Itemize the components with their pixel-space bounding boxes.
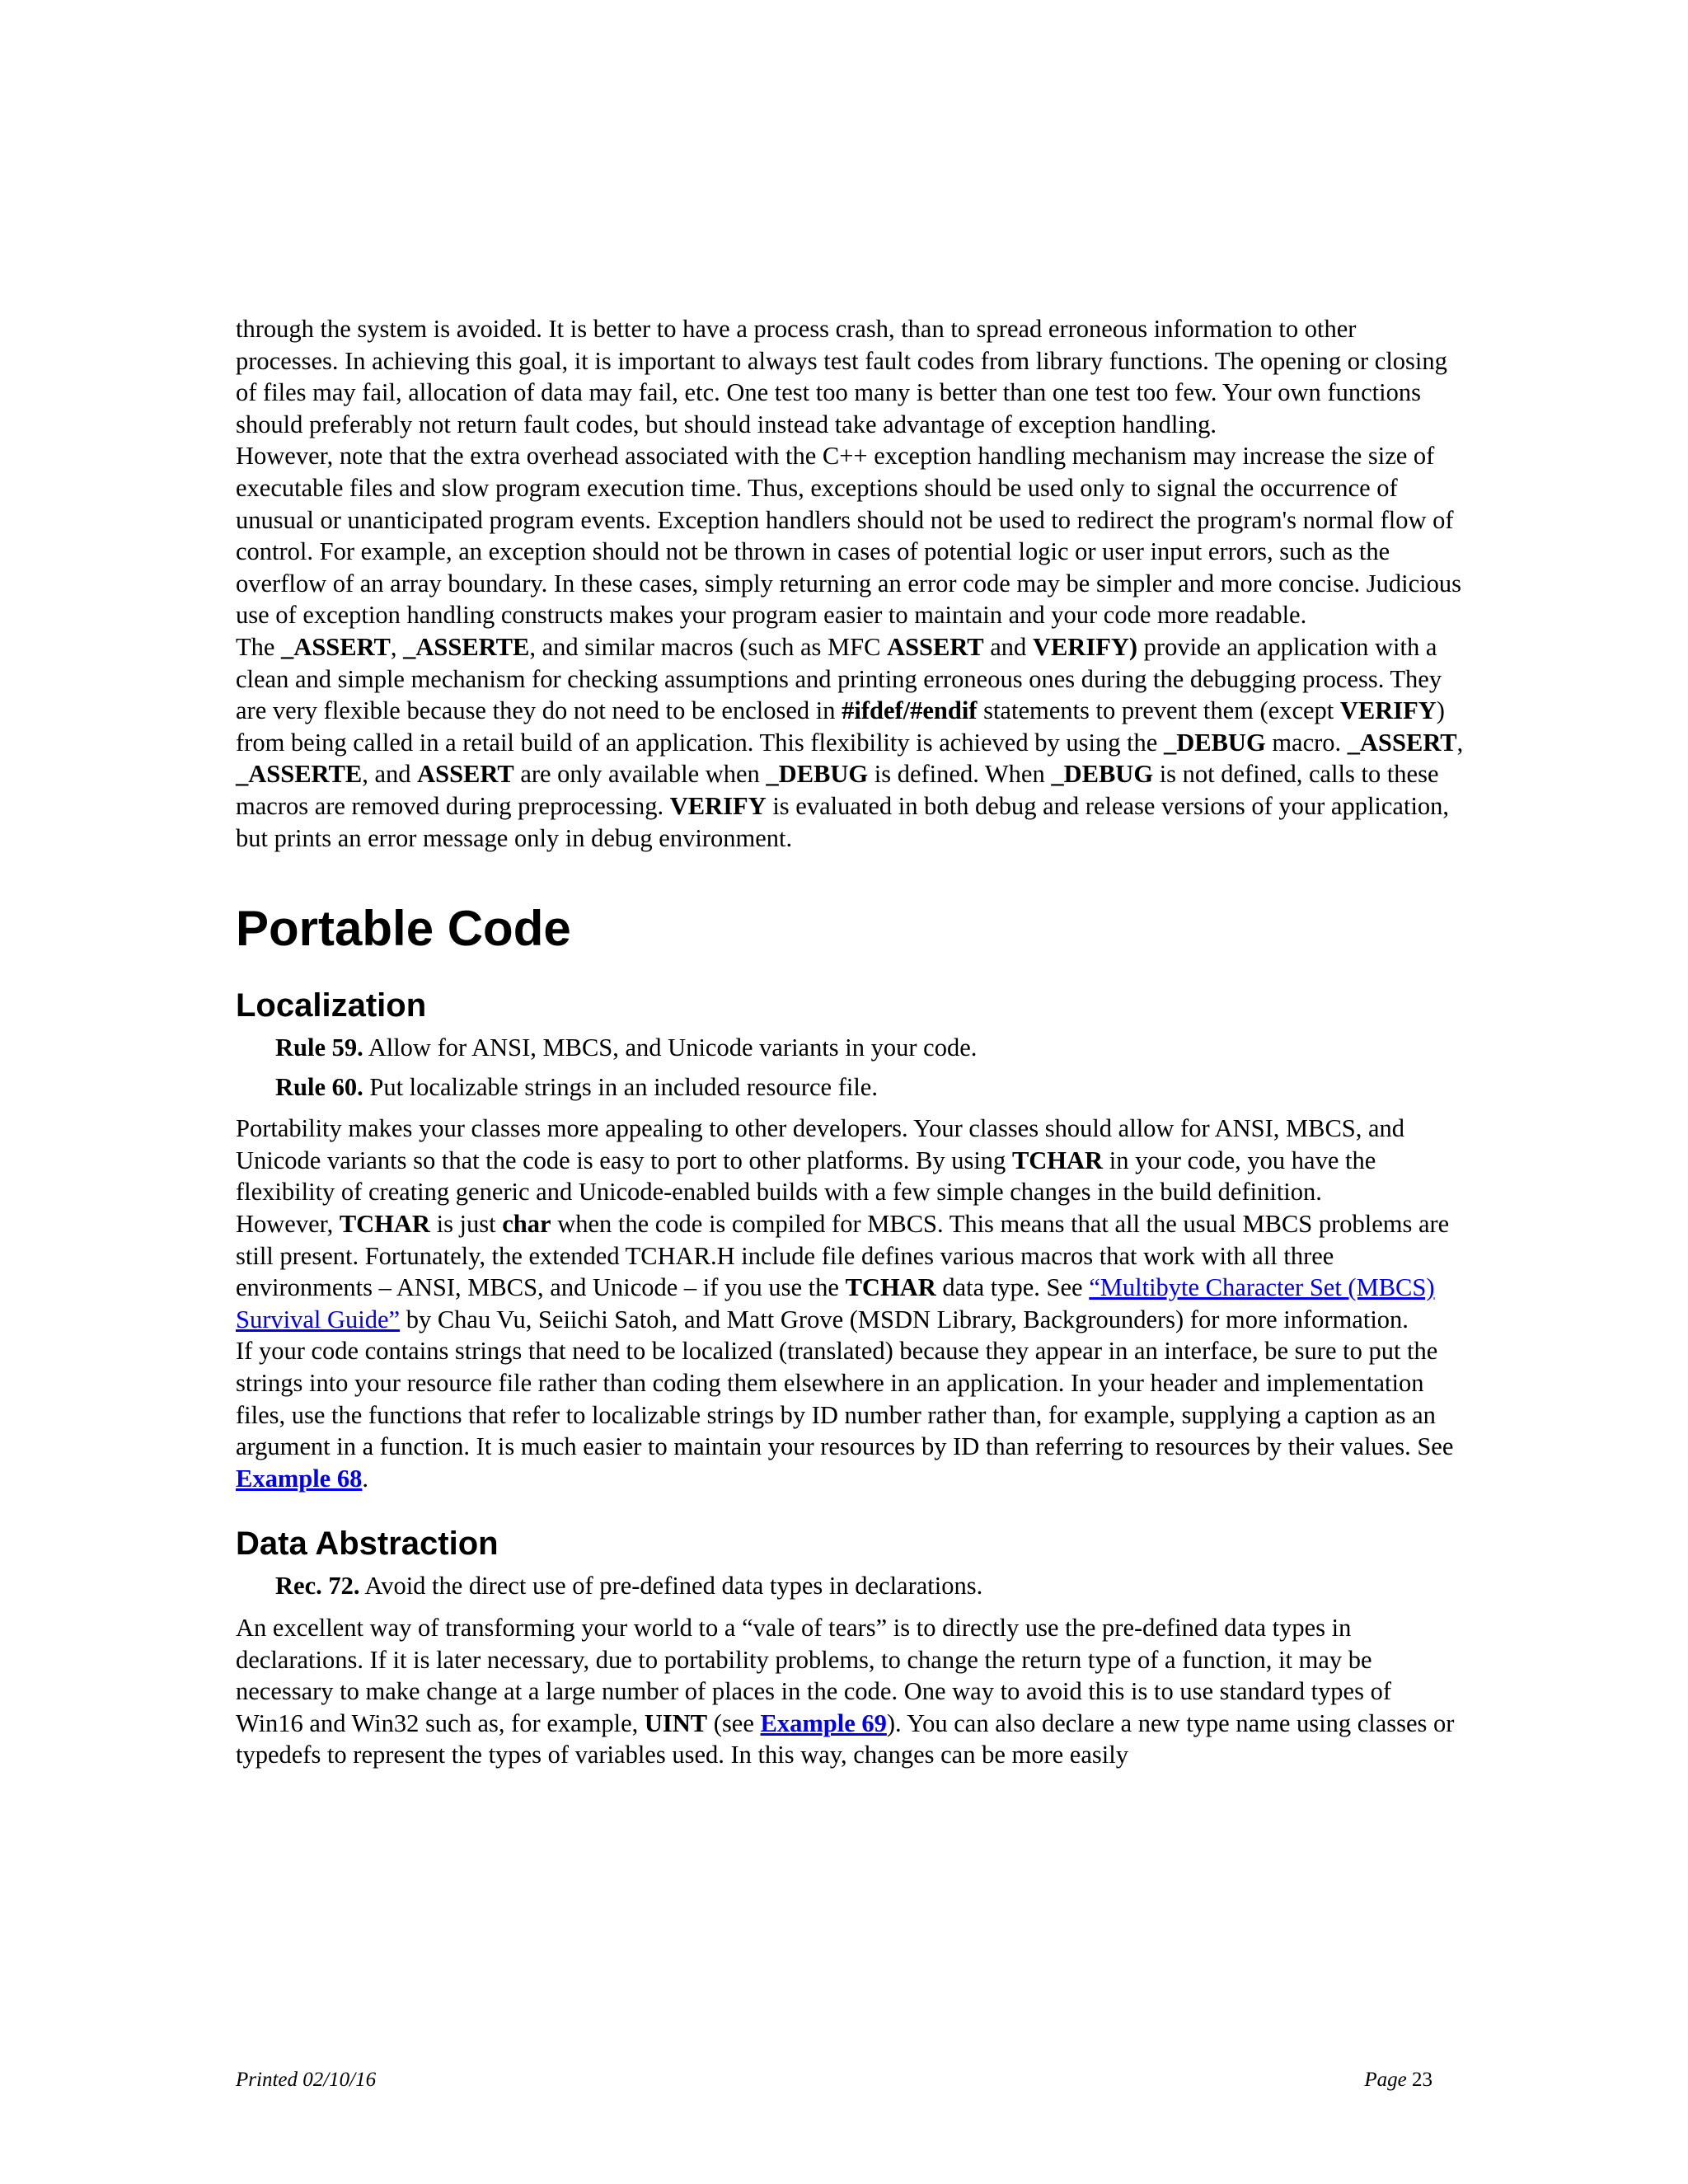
paragraph-localized-strings xyxy=(236,1335,1464,1494)
keyword-verify: VERIFY xyxy=(1339,696,1437,725)
page-footer xyxy=(236,2069,1464,2095)
rule-60 xyxy=(275,1071,1464,1104)
keyword-asserte: _ASSERTE xyxy=(403,632,530,661)
text-run: ) from being called in a retail build of an application. This flexibility is achieved by using the xyxy=(236,696,1445,757)
text-run: , xyxy=(1456,728,1464,757)
text-run: in your code, you have the flexibility of creating generic and Unicode-enabled builds with a few simple changes in the build definition. xyxy=(236,1146,1376,1207)
page-number-block xyxy=(1364,2069,1432,2092)
link-example-68[interactable]: Example 68 xyxy=(236,1464,363,1493)
rule-label: Rule 59. xyxy=(275,1033,363,1062)
paragraph-tchar-mbcs xyxy=(236,1208,1464,1335)
text-run: are only available when xyxy=(513,760,767,789)
paragraph-exception-overhead: However, note that the extra overhead associated with the C++ exception handling mechanism may increase the size of executable files and slow program execution time. Thus, exceptions should be used only to signal the occurrence of unusual or unanticipated program events. Exception handlers should not be used to redirect the program's normal flow of control. For example, an exception should not be thrown in cases of potential logic or user input errors, such as the overflow of an array boundary. In these cases, simply returning an error code may be simpler and more concise. Judicious use of exception handling constructs makes your program easier to maintain and your code more readable. xyxy=(236,442,1461,630)
text-run: , and similar macros (such as MFC xyxy=(529,632,888,661)
text-run: is defined. When xyxy=(868,760,1052,789)
keyword-char: char xyxy=(502,1210,551,1239)
rule-text: Put localizable strings in an included resource file. xyxy=(363,1072,878,1101)
paragraph-assert-macros xyxy=(236,631,1464,854)
rule-text: Allow for ANSI, MBCS, and Unicode variants in your code. xyxy=(363,1033,978,1062)
text-run: (see xyxy=(707,1708,761,1737)
keyword-assert: _ASSERT xyxy=(1347,728,1457,757)
heading-portable-code: Portable Code xyxy=(236,901,571,957)
rule-label: Rule 60. xyxy=(275,1072,363,1101)
keyword-ifdef-endif: #ifdef/#endif xyxy=(842,696,978,725)
page-number: 23 xyxy=(1412,2069,1432,2091)
text-run: , xyxy=(390,632,404,661)
rule-label: Rec. 72. xyxy=(275,1572,360,1601)
keyword-uint: UINT xyxy=(644,1708,708,1737)
text-run: Portability makes your classes more appealing to other developers. Your classes should allow for ANSI, MBCS, and Unicode variants so that the code is easy to port to other platforms. By using xyxy=(236,1114,1405,1174)
text-run: The xyxy=(236,632,282,661)
keyword-debug: _DEBUG xyxy=(1163,728,1266,757)
text-run: statements to prevent them (except xyxy=(977,696,1340,725)
printed-date: Printed 02/10/16 xyxy=(236,2069,377,2091)
text-run: is not defined, calls to these macros are removed during preprocessing. xyxy=(236,760,1439,820)
keyword-verify: VERIFY xyxy=(669,791,767,820)
rule-59 xyxy=(275,1032,1464,1064)
keyword-tchar: TCHAR xyxy=(845,1273,936,1302)
keyword-debug: _DEBUG xyxy=(1051,760,1154,789)
text-run: when the code is compiled for MBCS. This means that all the usual MBCS problems are still present. Fortunately, the extended TCHAR.H include file defines various macros that work with all three environments – ANSI, MBCS, and Unicode – if you use the xyxy=(236,1210,1450,1302)
text-run: However, xyxy=(236,1210,340,1239)
text-run: is just xyxy=(429,1210,503,1239)
text-run: ). You can also declare a new type name using classes or typedefs to represent the types of variables used. In this way, changes can be more easily xyxy=(236,1708,1455,1769)
keyword-assert: _ASSERT xyxy=(281,632,391,661)
heading-localization: Localization xyxy=(236,987,427,1024)
rule-text: Avoid the direct use of pre-defined data types in declarations. xyxy=(359,1572,983,1601)
text-run: macro. xyxy=(1265,728,1348,757)
keyword-asserte: _ASSERTE xyxy=(236,760,363,789)
text-run: by Chau Vu, Seiichi Satoh, and Matt Grove (MSDN Library, Backgrounders) for more information. xyxy=(400,1305,1409,1333)
text-run: If your code contains strings that need to be localized (translated) because they appear in an interface, be sure to put the strings into your resource file rather than coding them elsewhere in an application. In your header and implementation files, use the functions that refer to localizable strings by ID number rather than, for example, supplying a caption as an argument in a function. It is much easier to maintain your resources by ID than referring to resources by their values. See xyxy=(236,1337,1454,1461)
text-run: and xyxy=(983,632,1033,661)
text-run: is evaluated in both debug and release versions of your application, but prints an error message only in debug environment. xyxy=(236,791,1450,852)
heading-data-abstraction: Data Abstraction xyxy=(236,1526,499,1563)
text-run: provide an application with a clean and simple mechanism for checking assumptions and printing erroneous ones during the debugging process. They are very flexible because they do not need to be enclosed in xyxy=(236,632,1442,725)
link-mbcs-survival-guide[interactable]: “Multibyte Character Set (MBCS) Survival Guide” xyxy=(236,1273,1435,1333)
page-content xyxy=(236,313,1464,1771)
text-run: data type. See xyxy=(935,1273,1090,1302)
keyword-mfc-assert: ASSERT xyxy=(887,632,984,661)
keyword-tchar: TCHAR xyxy=(339,1210,430,1239)
keyword-tchar: TCHAR xyxy=(1011,1146,1104,1174)
rec-72 xyxy=(275,1570,1464,1602)
text-run: . xyxy=(362,1464,368,1493)
text-run: An excellent way of transforming your world to a “vale of tears” is to directly use the pre-defined data types in declarations. If it is later necessary, due to portability problems, to change the return type of a function, it may be necessary to make change at a large number of places in the code. One way to avoid this is to use standard types of Win16 and Win32 such as, for example, xyxy=(236,1614,1391,1737)
paragraph-predefined-types xyxy=(236,1612,1464,1771)
link-example-69[interactable]: Example 69 xyxy=(760,1708,887,1737)
paragraph-error-handling: through the system is avoided. It is better to have a process crash, than to spread erroneous information to other processes. In achieving this goal, it is important to always test fault codes from library functions. The opening or closing of files may fail, allocation of data may fail, etc. One test too many is better than one test too few. Your own functions should preferably not return fault codes, but should instead take advantage of exception handling. xyxy=(236,315,1447,438)
page-label: Page xyxy=(1364,2069,1412,2091)
keyword-debug: _DEBUG xyxy=(766,760,869,789)
paragraph-portability xyxy=(236,1113,1464,1208)
keyword-verify: VERIFY) xyxy=(1032,632,1138,661)
keyword-mfc-assert: ASSERT xyxy=(417,760,514,789)
text-run: , and xyxy=(362,760,418,789)
